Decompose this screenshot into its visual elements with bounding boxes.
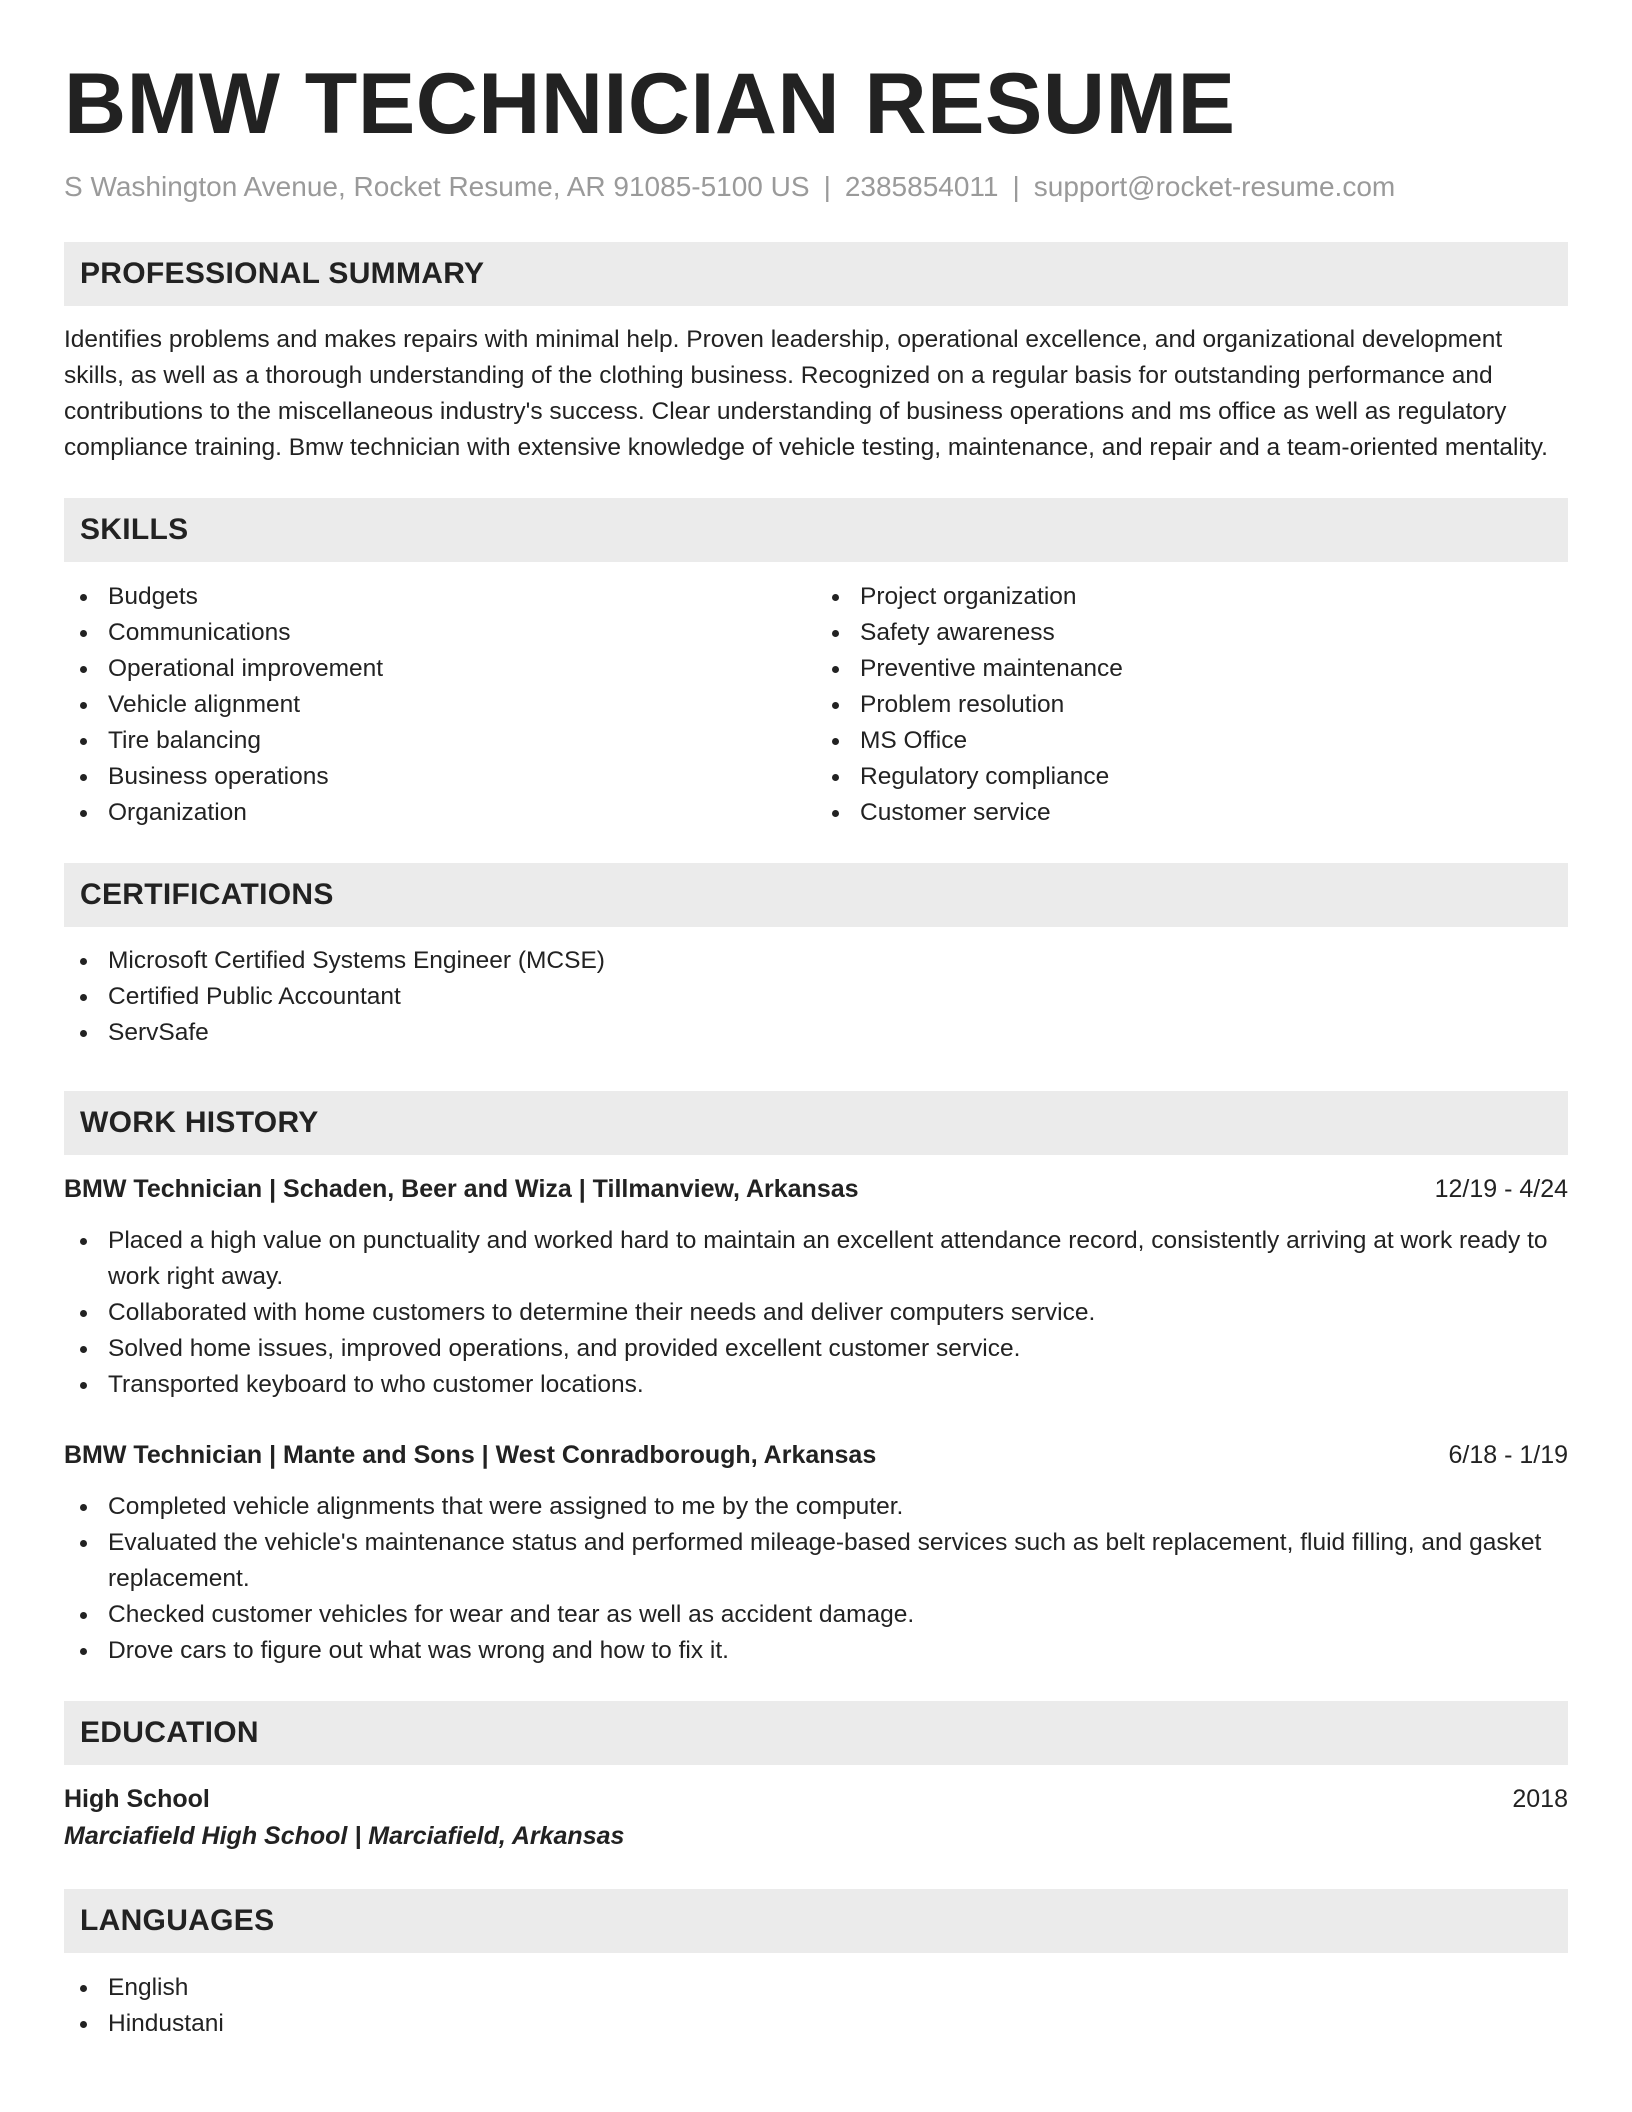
job-bullet: Completed vehicle alignments that were assigned to me by the computer.	[64, 1489, 1568, 1525]
education-degree: High School	[64, 1785, 210, 1813]
certification-item: ServSafe	[64, 1015, 1568, 1051]
skill-item: Tire balancing	[64, 723, 816, 759]
skill-item: Preventive maintenance	[816, 651, 1568, 687]
skill-item: Vehicle alignment	[64, 687, 816, 723]
job-bullet: Placed a high value on punctuality and worked hard to maintain an excellent attendance record, consistently arriving at work ready to work right away.	[64, 1223, 1568, 1295]
certifications-list	[64, 943, 1568, 1051]
job-bullet: Drove cars to figure out what was wrong and how to fix it.	[64, 1633, 1568, 1669]
section-heading-skills: SKILLS	[64, 498, 1568, 562]
summary-text: Identifies problems and makes repairs with minimal help. Proven leadership, operational excellence, and organizational development skills, as well as a thorough understanding of the clothing business. Recognized on a regular basis for outstanding performance and contributions to the miscellaneous industry's success. Clear understanding of business operations and ms office as well as regulatory compliance training. Bmw technician with extensive knowledge of vehicle testing, maintenance, and repair and a team-oriented mentality.	[64, 326, 1548, 461]
job-bullet: Transported keyboard to who customer locations.	[64, 1367, 1568, 1403]
resume-title: BMW TECHNICIAN RESUME	[64, 56, 1236, 152]
skill-item: Project organization	[816, 579, 1568, 615]
language-item: Hindustani	[64, 2006, 1568, 2042]
job-title: BMW Technician | Mante and Sons | West Conradborough, Arkansas	[64, 1441, 877, 1469]
education-year: 2018	[1512, 1785, 1568, 1813]
contact-address: S Washington Avenue, Rocket Resume, AR 91085-5100 US	[64, 171, 810, 202]
contact-line	[64, 168, 1568, 206]
education-school: Marciafield High School | Marciafield, Arkansas	[64, 1822, 625, 1850]
job-bullet: Checked customer vehicles for wear and tear as well as accident damage.	[64, 1597, 1568, 1633]
job-dates: 12/19 - 4/24	[1434, 1175, 1568, 1203]
section-heading-languages: LANGUAGES	[64, 1889, 1568, 1953]
contact-phone: 2385854011	[844, 171, 999, 202]
skill-item: Customer service	[816, 795, 1568, 831]
skill-item: Business operations	[64, 759, 816, 795]
skill-item: Operational improvement	[64, 651, 816, 687]
skill-item: Organization	[64, 795, 816, 831]
education-header	[64, 1781, 1568, 1817]
section-heading-summary: PROFESSIONAL SUMMARY	[64, 242, 1568, 306]
job-bullets	[64, 1223, 1568, 1403]
job-title: BMW Technician | Schaden, Beer and Wiza | Tillmanview, Arkansas	[64, 1175, 859, 1203]
skill-item: Problem resolution	[816, 687, 1568, 723]
job-dates: 6/18 - 1/19	[1448, 1441, 1568, 1469]
section-heading-certifications: CERTIFICATIONS	[64, 863, 1568, 927]
certification-item: Microsoft Certified Systems Engineer (MCSE)	[64, 943, 1568, 979]
contact-email: support@rocket-resume.com	[1033, 171, 1396, 202]
languages-list	[64, 1970, 1568, 2042]
skill-item: Safety awareness	[816, 615, 1568, 651]
skill-item: Communications	[64, 615, 816, 651]
contact-separator: |	[823, 171, 831, 202]
skill-item: Regulatory compliance	[816, 759, 1568, 795]
language-item: English	[64, 1970, 1568, 2006]
section-heading-work-history: WORK HISTORY	[64, 1091, 1568, 1155]
certification-item: Certified Public Accountant	[64, 979, 1568, 1015]
job-bullet: Evaluated the vehicle's maintenance status and performed mileage-based services such as belt replacement, fluid filling, and gasket replacement.	[64, 1525, 1568, 1597]
job-bullet: Collaborated with home customers to determine their needs and deliver computers service.	[64, 1295, 1568, 1331]
job-header	[64, 1171, 1568, 1207]
job-bullets	[64, 1489, 1568, 1669]
contact-separator: |	[1012, 171, 1020, 202]
job-bullet: Solved home issues, improved operations, and provided excellent customer service.	[64, 1331, 1568, 1367]
section-heading-education: EDUCATION	[64, 1701, 1568, 1765]
skill-item: MS Office	[816, 723, 1568, 759]
job-header	[64, 1437, 1568, 1473]
skills-column-right	[816, 579, 1568, 831]
skill-item: Budgets	[64, 579, 816, 615]
skills-column-left	[64, 579, 816, 831]
skills-list	[64, 579, 1568, 831]
